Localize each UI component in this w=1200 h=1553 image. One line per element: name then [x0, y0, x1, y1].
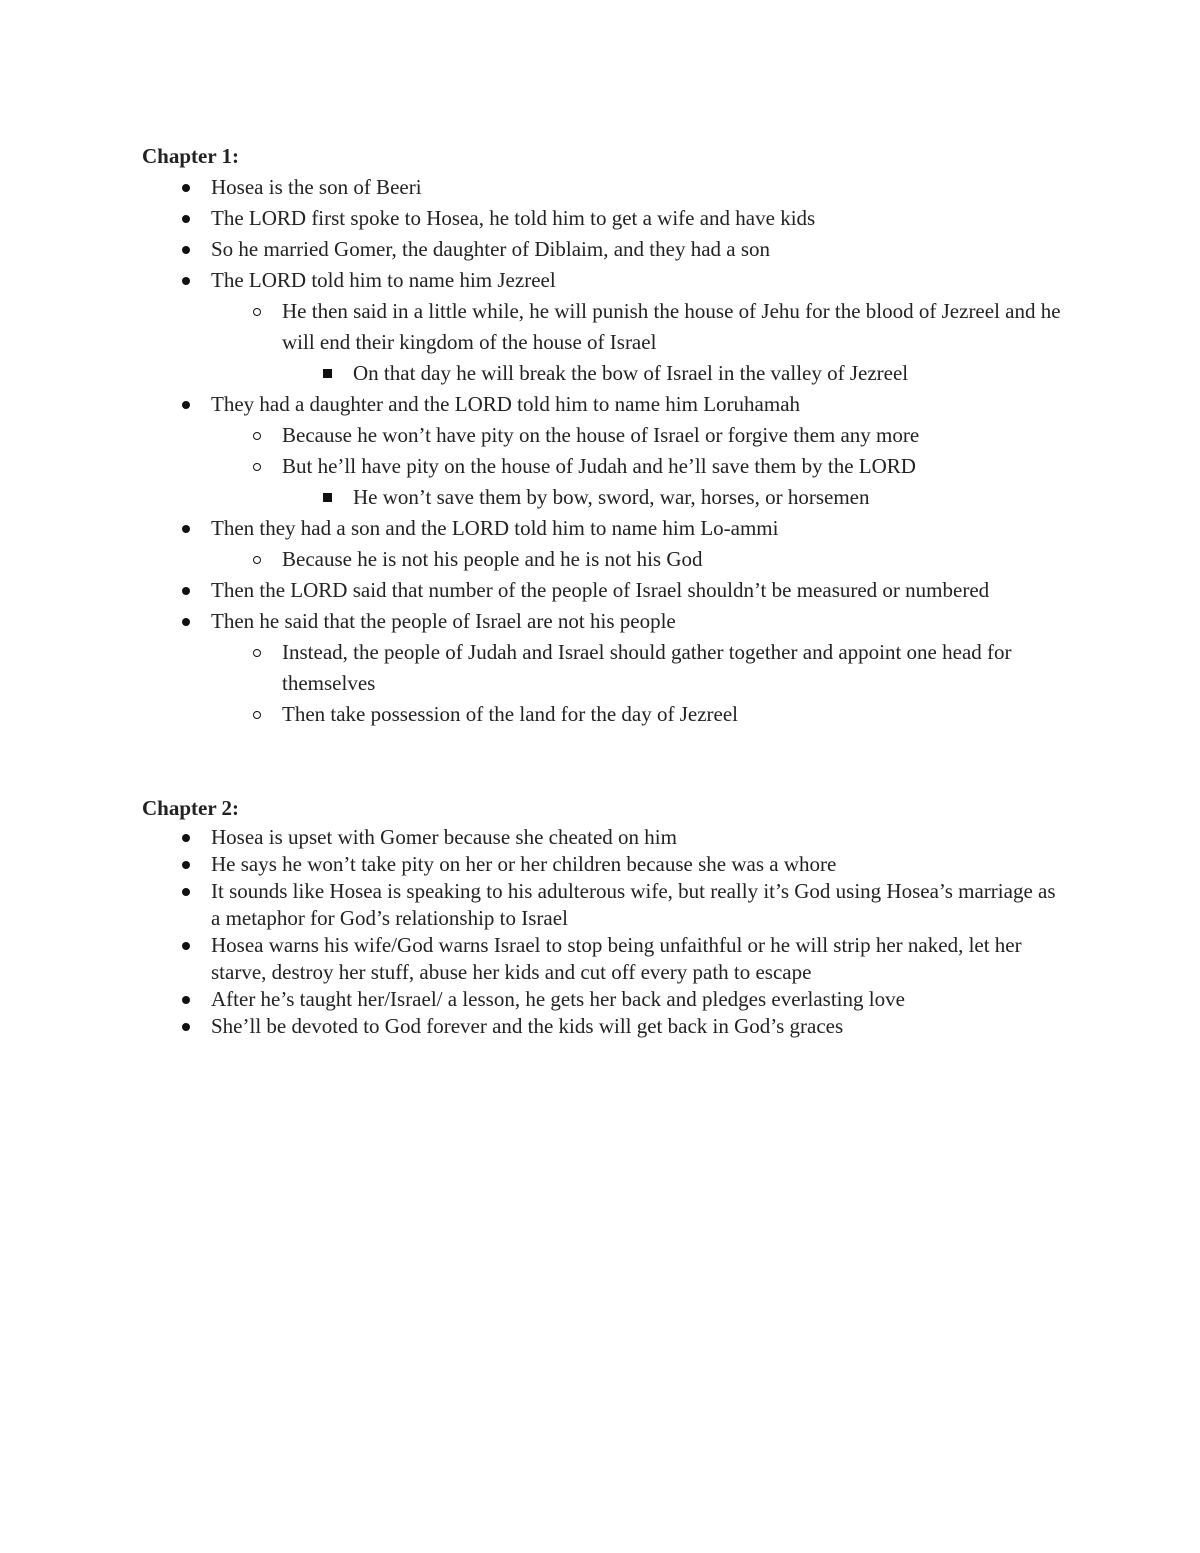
list-item: [0, 699, 1200, 730]
list-item-text: He won’t save them by bow, sword, war, horses, or horsemen: [353, 485, 870, 509]
bullet-dot-icon: [179, 1013, 193, 1040]
list-item-text: The LORD told him to name him Jezreel: [211, 268, 556, 292]
list-item-text: The LORD first spoke to Hosea, he told him to get a wife and have kids: [211, 206, 816, 230]
list-item: [0, 1013, 1200, 1040]
list-item: [0, 606, 1200, 637]
chapter-2-list: [0, 824, 1200, 1040]
list-item: [0, 986, 1200, 1013]
bullet-dot-icon: [179, 513, 193, 544]
bullet-dot-icon: [179, 172, 193, 203]
bullet-circle-icon: [250, 451, 264, 482]
list-item-text: He says he won’t take pity on her or her children because she was a whore: [211, 852, 837, 876]
list-item: [0, 389, 1200, 420]
bullet-dot-icon: [179, 932, 193, 959]
list-item: [0, 451, 1200, 482]
list-item: [0, 575, 1200, 606]
list-item-text: He then said in a little while, he will punish the house of Jehu for the blood of Jezreel and he will end their kingdom of the house of Israel: [282, 299, 1061, 354]
list-item: [0, 265, 1200, 296]
list-item-text: Hosea is upset with Gomer because she cheated on him: [211, 825, 677, 849]
bullet-dot-icon: [179, 878, 193, 905]
list-item: [0, 296, 1200, 358]
list-item: [0, 482, 1200, 513]
list-item: [0, 824, 1200, 851]
bullet-square-icon: [320, 482, 334, 513]
chapter-1-heading: Chapter 1:: [142, 144, 240, 168]
bullet-square-icon: [320, 358, 334, 389]
list-item-text: Then they had a son and the LORD told him to name him Lo-ammi: [211, 516, 779, 540]
list-item-text: On that day he will break the bow of Israel in the valley of Jezreel: [353, 361, 909, 385]
list-item-text: Then take possession of the land for the day of Jezreel: [282, 702, 739, 726]
list-item-text: Then the LORD said that number of the people of Israel shouldn’t be measured or numbered: [211, 578, 990, 602]
bullet-circle-icon: [250, 544, 264, 575]
bullet-circle-icon: [250, 637, 264, 668]
list-item: [0, 203, 1200, 234]
list-item-text: It sounds like Hosea is speaking to his adulterous wife, but really it’s God using Hosea’s marriage as a metaphor for God’s relationship to Israel: [211, 879, 1056, 930]
chapter-2-section: [0, 793, 1200, 1040]
list-item-text: So he married Gomer, the daughter of Diblaim, and they had a son: [211, 237, 771, 261]
list-item-text: Then he said that the people of Israel are not his people: [211, 609, 676, 633]
list-item-text: She’ll be devoted to God forever and the kids will get back in God’s graces: [211, 1014, 844, 1038]
list-item: [0, 358, 1200, 389]
list-item-text: Because he won’t have pity on the house of Israel or forgive them any more: [282, 423, 920, 447]
bullet-circle-icon: [250, 699, 264, 730]
list-item-text: They had a daughter and the LORD told him to name him Loruhamah: [211, 392, 801, 416]
list-item: [0, 637, 1200, 699]
chapter-1-list: [0, 172, 1200, 730]
list-item-text: After he’s taught her/Israel/ a lesson, he gets her back and pledges everlasting love: [211, 987, 905, 1011]
list-item: [0, 234, 1200, 265]
list-item: [0, 544, 1200, 575]
list-item-text: Instead, the people of Judah and Israel should gather together and appoint one head for themselves: [282, 640, 1012, 695]
bullet-dot-icon: [179, 389, 193, 420]
list-item-text: Hosea warns his wife/God warns Israel to stop being unfaithful or he will strip her naked, let her starve, destroy her stuff, abuse her kids and cut off every path to escape: [211, 933, 1022, 984]
bullet-dot-icon: [179, 824, 193, 851]
bullet-circle-icon: [250, 420, 264, 451]
bullet-dot-icon: [179, 203, 193, 234]
list-item: [0, 932, 1200, 986]
list-item-text: Because he is not his people and he is not his God: [282, 547, 703, 571]
chapter-1-section: [0, 141, 1200, 730]
bullet-dot-icon: [179, 851, 193, 878]
bullet-dot-icon: [179, 265, 193, 296]
list-item: [0, 513, 1200, 544]
bullet-dot-icon: [179, 575, 193, 606]
list-item: [0, 172, 1200, 203]
list-item-text: Hosea is the son of Beeri: [211, 175, 422, 199]
list-item: [0, 420, 1200, 451]
bullet-circle-icon: [250, 296, 264, 327]
list-item: [0, 878, 1200, 932]
bullet-dot-icon: [179, 606, 193, 637]
bullet-dot-icon: [179, 986, 193, 1013]
bullet-dot-icon: [179, 234, 193, 265]
list-item: [0, 851, 1200, 878]
chapter-2-heading: Chapter 2:: [142, 796, 240, 820]
list-item-text: But he’ll have pity on the house of Judah and he’ll save them by the LORD: [282, 454, 916, 478]
